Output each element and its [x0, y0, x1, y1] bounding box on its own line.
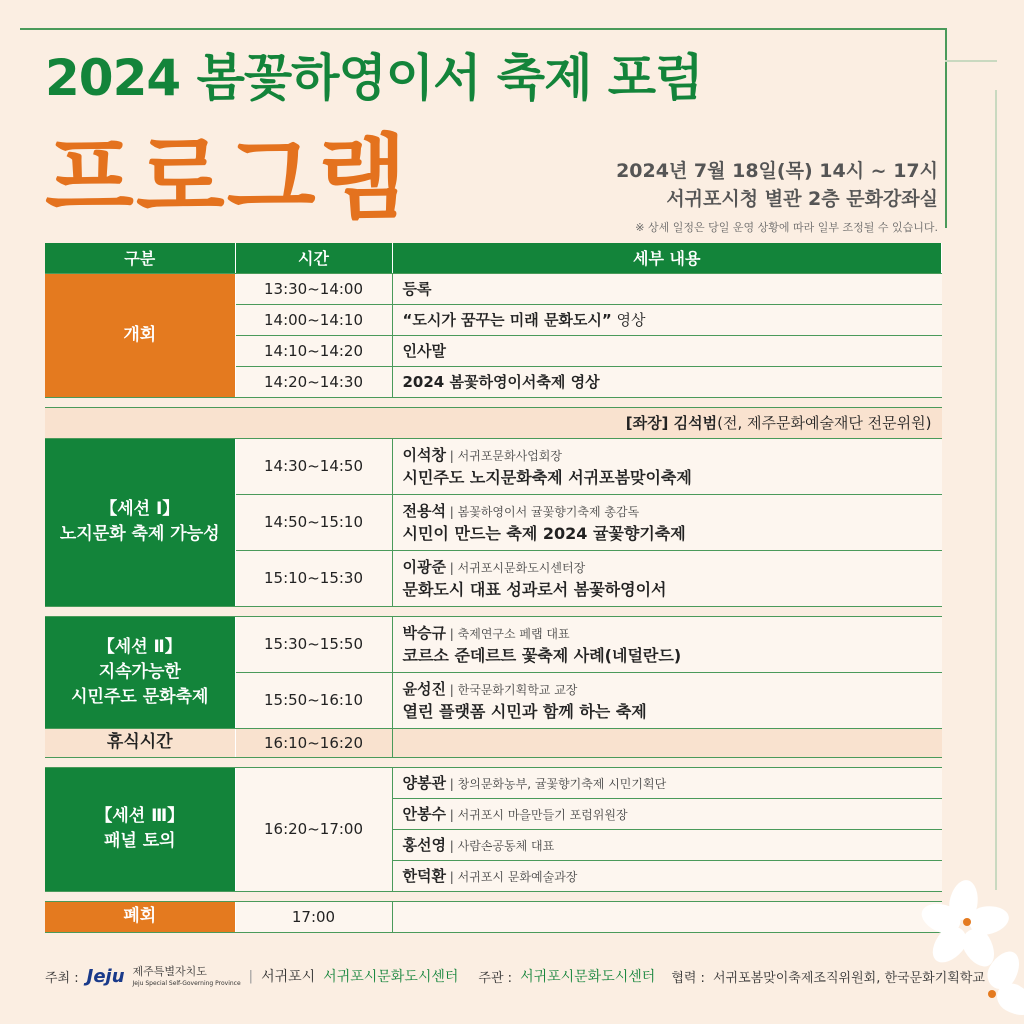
row-content: 전용석 | 봄꽃하영이서 귤꽃향기축제 총감독 시민이 만드는 축제 2024 귤꽃향기축제: [392, 494, 942, 550]
row-time: 16:20~17:00: [235, 767, 392, 891]
title-prefix: 2024 봄꽃: [45, 49, 292, 107]
organizer-logo: 서귀포시문화도시센터: [520, 969, 656, 985]
row-content: 인사말: [392, 335, 942, 366]
section-opening: 개회: [45, 273, 235, 397]
row-content: 이광준 | 서귀포시문화도시센터장 문화도시 대표 성과로서 봄꽃하영이서: [392, 550, 942, 606]
table-row: [45, 438, 942, 494]
panel-member: 한덕환 | 서귀포시 문화예술과장: [392, 860, 942, 891]
footer: 주최 : Jeju 제주특별자치도 Jeju Special Self-Governing Province | 서귀포시 서귀포시문화도시센터 주관 : 서귀포시문화도시센터 협력 : 서귀포봄맞이축제조직위원회, 한국문화기획학교: [45, 965, 985, 987]
event-venue: 서귀포시청 별관 2층 문화강좌실: [666, 188, 938, 210]
section-3: 【세션 Ⅲ】 패널 토의: [45, 767, 235, 891]
city-name: 서귀포시: [261, 969, 316, 985]
header-time: 시간: [235, 243, 392, 273]
row-time: 15:10~15:30: [235, 550, 392, 606]
schedule-table: [45, 243, 942, 933]
table-row: [45, 767, 942, 798]
header-category: 구분: [45, 243, 235, 273]
host-label: 주최 :: [45, 970, 79, 986]
row-time: 14:10~14:20: [235, 335, 392, 366]
frame-line: [20, 28, 945, 30]
partner-label: 협력 :: [671, 970, 705, 986]
table-header-row: [45, 243, 942, 273]
frame-line: [945, 28, 947, 228]
row-content: 이석창 | 서귀포문화사업회장 시민주도 노지문화축제 서귀포봄맞이축제: [392, 438, 942, 494]
row-time: 15:50~16:10: [235, 672, 392, 728]
table-row: [45, 616, 942, 672]
row-time: 14:00~14:10: [235, 304, 392, 335]
section-closing: 폐회: [45, 901, 235, 932]
page-subtitle: 프로그램: [45, 125, 409, 232]
section-1: 【세션 Ⅰ】 노지문화 축제 가능성: [45, 438, 235, 606]
row-time: 14:50~15:10: [235, 494, 392, 550]
closing-row: [45, 901, 942, 932]
row-content: 2024 봄꽃하영이서축제 영상: [392, 366, 942, 397]
break-time: 16:10~16:20: [235, 728, 392, 757]
panel-member: 안봉수 | 서귀포시 마을만들기 포럼위원장: [392, 798, 942, 829]
frame-line: [995, 90, 997, 890]
partner-names: 서귀포봄맞이축제조직위원회, 한국문화기획학교: [712, 970, 985, 986]
jeju-logo: Jeju: [86, 965, 125, 987]
moderator-detail: (전, 제주문화예술재단 전문위원): [717, 414, 932, 432]
section-2: 【세션 Ⅱ】 지속가능한 시민주도 문화축제: [45, 616, 235, 728]
schedule-note: ※ 상세 일정은 당일 운영 상황에 따라 일부 조정될 수 있습니다.: [635, 221, 938, 234]
panel-member: 양봉관 | 창의문화농부, 귤꽃향기축제 시민기획단: [392, 767, 942, 798]
panel-member: 홍선영 | 사람손공동체 대표: [392, 829, 942, 860]
row-time: 14:20~14:30: [235, 366, 392, 397]
row-time: 14:30~14:50: [235, 438, 392, 494]
jeju-org: 제주특별자치도 Jeju Special Self-Governing Province: [132, 965, 241, 987]
row-content: 박승규 | 축제연구소 페랩 대표 코르소 준데르트 꽃축제 사례(네덜란드): [392, 616, 942, 672]
row-time: 15:30~15:50: [235, 616, 392, 672]
title-suffix: 하영이서 축제 포럼: [291, 49, 703, 107]
row-time: 17:00: [235, 901, 392, 932]
row-time: 13:30~14:00: [235, 273, 392, 304]
break-row: [45, 728, 942, 757]
row-content: 등록: [392, 273, 942, 304]
page-title: [45, 38, 702, 110]
event-date: 2024년 7월 18일(목) 14시 ~ 17시: [616, 160, 938, 182]
moderator-row: [45, 407, 942, 438]
header-detail: 세부 내용: [392, 243, 942, 273]
row-content: “도시가 꿈꾸는 미래 문화도시” 영상: [392, 304, 942, 335]
frame-line: [945, 60, 997, 62]
moderator-name: [좌장] 김석범: [625, 414, 718, 432]
break-label: 휴식시간: [45, 728, 235, 757]
organizer-label: 주관 :: [478, 970, 513, 986]
culture-center-logo: 서귀포시문화도시센터: [323, 969, 459, 985]
table-row: [45, 273, 942, 304]
event-info: [616, 157, 938, 213]
row-content: 윤성진 | 한국문화기획학교 교장 열린 플랫폼 시민과 함께 하는 축제: [392, 672, 942, 728]
